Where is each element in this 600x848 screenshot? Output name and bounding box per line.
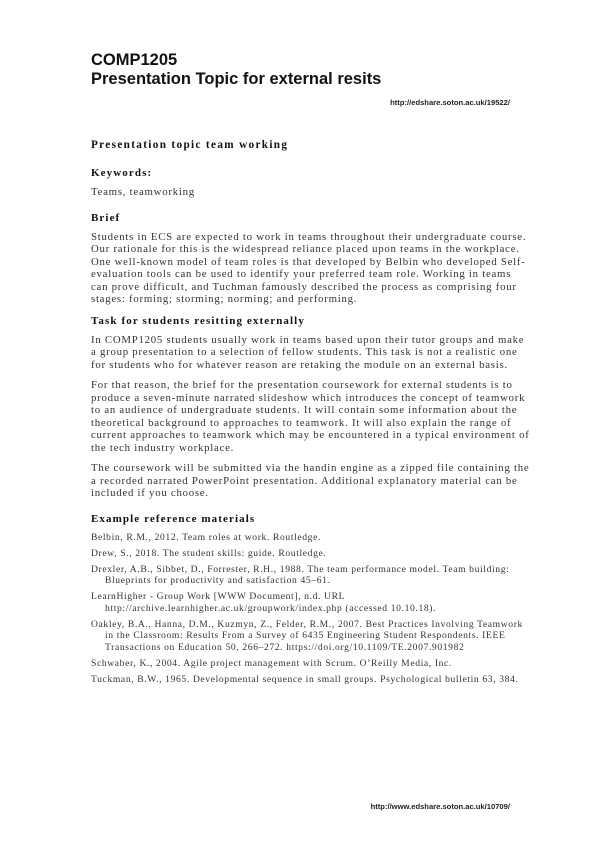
course-code: COMP1205 bbox=[91, 51, 178, 69]
main-heading: Presentation topic team working bbox=[91, 139, 289, 151]
task-paragraph: In COMP1205 students usually work in teams based upon their tutor groups and make a group presentation to a selection of fellow students. This task is not a realistic one for students who for whatever reason are retaking the module on an external basis. bbox=[91, 333, 525, 371]
source-url-bottom[interactable]: http://www.edshare.soton.ac.uk/10709/ bbox=[370, 802, 510, 811]
document-title bbox=[91, 51, 381, 88]
reference-item: Drew, S., 2018. The student skills: guide. Routledge. bbox=[91, 547, 327, 559]
brief-heading: Brief bbox=[91, 211, 121, 224]
brief-paragraph: Students in ECS are expected to work in teams throughout their undergraduate course. Our rationale for this is the widespread reliance placed upon teams in the workplace. One well-known model of team roles is that developed by Belbin who developed Self-evaluation tools can be used to identify your preferred team role. Working in teams can prove difficult, and Tuchman famously described the process as comprising four stages: forming; storming; norming; and performing. bbox=[91, 230, 527, 305]
reference-item: Oakley, B.A., Hanna, D.M., Kuzmyn, Z., Felder, R.M., 2007. Best Practices Involving Teamwork in the Classroom: Results From a Survey of 6435 Engineering Student Respondents. IEEE Transactions on Education 50, 266–272. https://doi.org/10.1109/TE.2007.901982 bbox=[91, 618, 523, 653]
reference-list bbox=[91, 532, 531, 686]
keywords-text: Teams, teamworking bbox=[91, 186, 195, 198]
reference-item: LearnHigher - Group Work [WWW Document], n.d. URL http://archive.learnhigher.ac.uk/groupwork/index.php (accessed 10.10.18). bbox=[91, 591, 437, 614]
keywords-heading: Keywords: bbox=[91, 167, 153, 179]
task-heading: Task for students resitting externally bbox=[91, 314, 305, 327]
document-subtitle: Presentation Topic for external resits bbox=[91, 69, 382, 88]
source-url-top[interactable]: http://edshare.soton.ac.uk/19522/ bbox=[390, 98, 510, 107]
references-heading: Example reference materials bbox=[91, 512, 256, 525]
reference-item: Drexler, A.B., Sibbet, D., Forrester, R.H., 1988. The team performance model. Team building: Blueprints for productivity and satisfaction 45–61. bbox=[91, 563, 510, 586]
reference-item: Tuckman, B.W., 1965. Developmental sequence in small groups. Psychological bulletin 63, 384. bbox=[91, 673, 519, 685]
document-body bbox=[91, 138, 531, 690]
reference-item: Schwaber, K., 2004. Agile project management with Scrum. O’Reilly Media, Inc. bbox=[91, 657, 452, 669]
reference-item: Belbin, R.M., 2012. Team roles at work. Routledge. bbox=[91, 531, 321, 543]
task-paragraph: For that reason, the brief for the presentation coursework for external students is to produce a seven-minute narrated slideshow which introduces the concept of teamwork to an audience of undergraduate students. It will contain some information about the theoretical background to approaches to teamwork. It will also explain the range of current approaches to teamwork which may be encountered in a typical environment of the tech industry workplace. bbox=[91, 379, 530, 454]
task-paragraph: The coursework will be submitted via the handin engine as a zipped file containing the a recorded narrated PowerPoint presentation. Additional explanatory material can be included if you choose. bbox=[91, 462, 530, 499]
